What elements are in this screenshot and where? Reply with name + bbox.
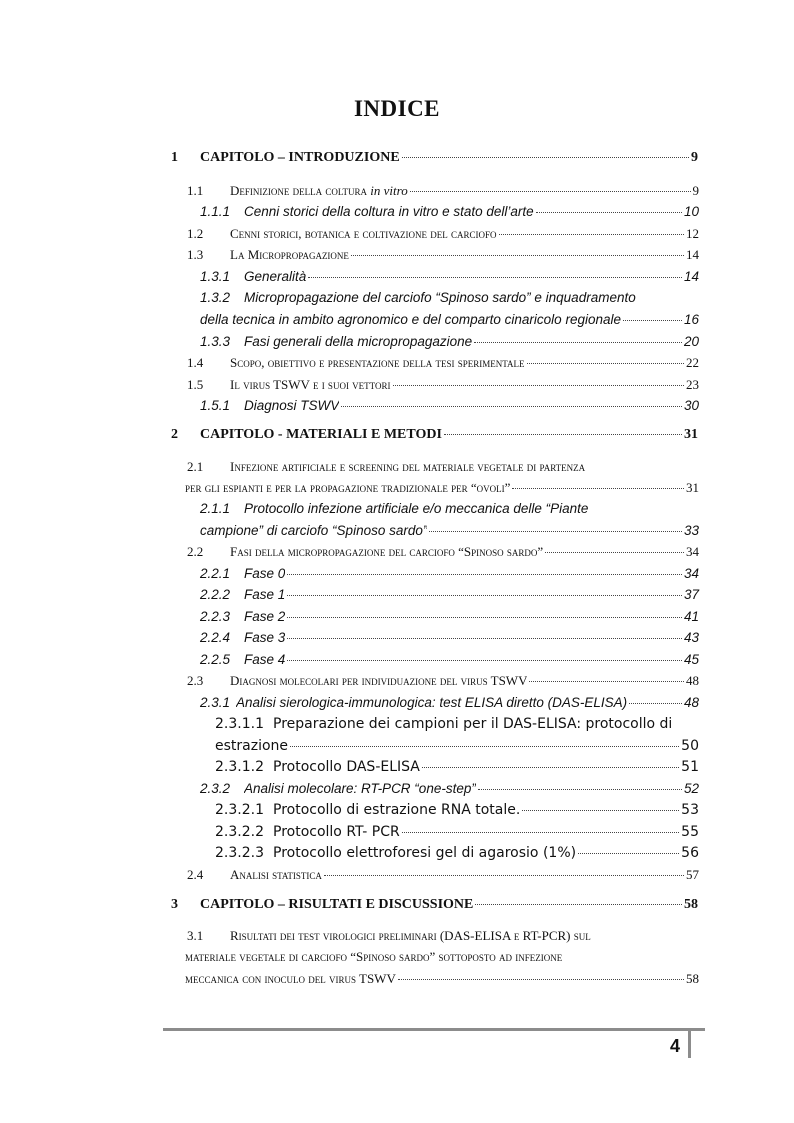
toc-entry-1-3-1[interactable] (200, 269, 699, 284)
toc-page: 37 (683, 587, 699, 602)
dot-leader (398, 978, 684, 980)
toc-entry-2-3-2[interactable] (200, 781, 699, 796)
toc-number: 2.3.1 (200, 695, 231, 710)
toc-title: Definizione della coltura in vitro (230, 183, 408, 198)
toc-number: 3 (171, 897, 178, 912)
dot-leader (290, 745, 679, 747)
toc-title: Protocollo DAS-ELISA (273, 759, 420, 775)
toc-page: 34 (686, 544, 699, 559)
toc-title-cont: estrazione (215, 738, 289, 754)
toc-page: 31 (686, 480, 699, 495)
toc-page: 20 (683, 334, 699, 349)
dot-leader (474, 341, 682, 343)
dot-leader (429, 530, 682, 532)
toc-entry-2-1-line1[interactable] (187, 459, 585, 475)
dot-leader (351, 254, 684, 256)
toc-entry-2-3-2-3[interactable] (215, 845, 699, 861)
toc-number: 2.2.4 (200, 630, 231, 645)
toc-entry-2-3-1-2[interactable] (215, 759, 699, 775)
toc-entry-3-1-line1[interactable] (187, 928, 591, 944)
toc-entry-chapter-3[interactable] (171, 897, 698, 913)
dot-leader (475, 903, 682, 905)
toc-title: Protocollo di estrazione RNA totale. (273, 802, 521, 818)
toc-entry-3-1[interactable] (185, 971, 699, 987)
toc-page: 48 (686, 673, 699, 688)
dot-leader (478, 788, 682, 790)
dot-leader (629, 702, 682, 704)
dot-leader (393, 384, 684, 386)
page-number: 4 (670, 1036, 681, 1056)
toc-number: 2.4 (187, 867, 204, 882)
toc-entry-2-3-1-1-line1[interactable] (215, 716, 672, 732)
dot-leader (545, 551, 684, 553)
dot-leader (527, 362, 684, 364)
toc-title: Fasi generali della micropropagazione (244, 334, 473, 349)
footer-page-bar (688, 1028, 691, 1058)
toc-title: Analisi sierologica-immunologica: test ELISA diretto (DAS-ELISA) (236, 695, 628, 710)
toc-page: 55 (681, 824, 699, 840)
toc-page: 34 (683, 566, 699, 581)
dot-leader (512, 487, 684, 489)
dot-leader (308, 276, 682, 278)
toc-number: 3.1 (187, 928, 204, 943)
toc-title-cont: della tecnica in ambito agronomico e del comparto cinaricolo regionale (200, 312, 621, 327)
toc-page: 51 (681, 759, 699, 775)
toc-page: 33 (683, 523, 699, 538)
dot-leader (341, 405, 682, 407)
page-title: INDICE (353, 96, 441, 121)
toc-number: 2.2.2 (200, 587, 231, 602)
toc-number: 2.3.2.2 (215, 824, 264, 840)
toc-number: 2.3 (187, 673, 204, 688)
toc-entry-2-2-2[interactable] (200, 587, 699, 602)
dot-leader (287, 637, 682, 639)
dot-leader (578, 852, 679, 854)
toc-entry-2-1-1-line1[interactable] (200, 501, 588, 516)
toc-title: Analisi molecolare: RT-PCR “one-step” (244, 781, 476, 796)
dot-leader (499, 233, 684, 235)
dot-leader (623, 319, 682, 321)
toc-title: Fase 2 (244, 609, 286, 624)
toc-title: Analisi statistica (230, 867, 322, 882)
toc-entry-1-3[interactable] (187, 247, 699, 263)
toc-number: 1.1 (187, 183, 204, 198)
dot-leader (287, 659, 682, 661)
toc-number: 2.3.1.1 (215, 716, 264, 732)
toc-title: Fasi della micropropagazione del carciofo “Spinoso sardo” (230, 544, 544, 559)
toc-number: 1.3.3 (200, 334, 231, 349)
toc-page: 41 (683, 609, 699, 624)
toc-entry-1-3-2-line1[interactable] (200, 290, 636, 305)
toc-title: Risultati dei test virologici preliminari (DAS-ELISA e RT-PCR) sul (230, 928, 591, 943)
dot-leader (422, 766, 679, 768)
toc-entry-chapter-2[interactable] (171, 427, 698, 443)
toc-entry-2-2-4[interactable] (200, 630, 699, 645)
toc-number: 1.3 (187, 247, 204, 262)
toc-number: 2.1 (187, 459, 204, 474)
toc-page: 57 (686, 867, 699, 882)
toc-page: 12 (686, 226, 699, 241)
toc-number: 2.3.2.3 (215, 845, 264, 861)
toc-title: Protocollo elettroforesi gel di agarosio (1%) (273, 845, 577, 861)
toc-entry-chapter-1[interactable] (171, 150, 698, 166)
toc-entry-3-1-line2 (185, 949, 562, 965)
toc-page: 31 (684, 427, 698, 442)
toc-number: 1.1.1 (200, 204, 231, 219)
dot-leader (402, 156, 689, 158)
toc-title: Fase 1 (244, 587, 286, 602)
toc-page: 58 (686, 971, 699, 986)
dot-leader (410, 190, 691, 192)
toc-title: Cenni storici, botanica e coltivazione del carciofo (230, 226, 497, 241)
toc-number: 1 (171, 150, 178, 165)
toc-number: 2.2.1 (200, 566, 231, 581)
toc-page: 50 (681, 738, 699, 754)
toc-title-cont: materiale vegetale di carciofo “Spinoso sardo” sottoposto ad infezione (185, 949, 563, 964)
toc-entry-2-3-2-1[interactable] (215, 802, 699, 818)
toc-page: 9 (692, 183, 699, 198)
toc-entry-2-3-2-2[interactable] (215, 824, 699, 840)
dot-leader (444, 433, 682, 435)
toc-entry-2-1[interactable] (185, 480, 699, 496)
toc-title: Fase 4 (244, 652, 286, 667)
toc-title: Protocollo RT- PCR (273, 824, 400, 840)
toc-number: 1.3.1 (200, 269, 231, 284)
toc-title-cont: meccanica con inoculo del virus TSWV (185, 971, 396, 986)
toc-entry-1-4[interactable] (187, 355, 699, 371)
toc-number: 2.3.2 (200, 781, 231, 796)
toc-entry-1-5[interactable] (187, 377, 699, 393)
toc-page: 45 (683, 652, 699, 667)
toc-page: 30 (683, 398, 699, 413)
toc-title: Preparazione dei campioni per il DAS-ELISA: protocollo di (273, 716, 673, 732)
toc-page: 43 (683, 630, 699, 645)
toc-number: 1.5.1 (200, 398, 231, 413)
toc-number: 2.3.1.2 (215, 759, 264, 775)
toc-number: 2.2 (187, 544, 204, 559)
toc-number: 1.5 (187, 377, 204, 392)
dot-leader (287, 573, 682, 575)
toc-title: Protocollo infezione artificiale e/o meccanica delle “Piante (244, 501, 589, 516)
toc-title: La Micropropagazione (230, 247, 349, 262)
toc-page: 48 (683, 695, 699, 710)
toc-title: Diagnosi molecolari per individuazione del virus TSWV (230, 673, 528, 688)
toc-title: CAPITOLO - MATERIALI E METODI (200, 427, 442, 442)
toc-page: 10 (683, 204, 699, 219)
dot-leader (529, 680, 684, 682)
toc-entry-1-2[interactable] (187, 226, 699, 242)
toc-page: 14 (686, 247, 699, 262)
toc-title: Fase 3 (244, 630, 286, 645)
dot-leader (402, 831, 679, 833)
toc-entry-1-3-2[interactable] (200, 312, 699, 327)
toc-entry-1-5-1[interactable] (200, 398, 699, 413)
toc-number: 2.2.5 (200, 652, 231, 667)
toc-entry-1-3-3[interactable] (200, 334, 699, 349)
toc-title: Micropropagazione del carciofo “Spinoso sardo” e inquadramento (244, 290, 636, 305)
toc-page: 22 (686, 355, 699, 370)
toc-number: 1.4 (187, 355, 204, 370)
toc-page: 58 (684, 897, 698, 912)
toc-entry-2-1-1[interactable] (200, 523, 699, 538)
toc-title: Diagnosi TSWV (244, 398, 340, 413)
dot-leader (536, 211, 682, 213)
toc-entry-2-4[interactable] (187, 867, 699, 883)
toc-title-cont: campione” di carciofo “Spinoso sardo” (200, 523, 428, 538)
toc-page: 52 (683, 781, 699, 796)
toc-entry-1-1[interactable] (187, 183, 699, 199)
toc-entry-2-2-1[interactable] (200, 566, 699, 581)
toc-title: Il virus TSWV e i suoi vettori (230, 377, 391, 392)
dot-leader (324, 874, 684, 876)
toc-title: Scopo, obiettivo e presentazione della tesi sperimentale (230, 355, 525, 370)
toc-number: 2.1.1 (200, 501, 231, 516)
toc-entry-2-3-1-1[interactable] (215, 738, 699, 754)
toc-number: 2.3.2.1 (215, 802, 264, 818)
toc-title-cont: per gli espianti e per la propagazione tradizionale per “ovoli” (185, 480, 511, 495)
toc-entry-2-2-5[interactable] (200, 652, 699, 667)
footer-rule (163, 1028, 705, 1031)
dot-leader (287, 616, 682, 618)
toc-number: 1.2 (187, 226, 204, 241)
toc-number: 2.2.3 (200, 609, 231, 624)
toc-page: 56 (681, 845, 699, 861)
toc-title: Generalità (244, 269, 307, 284)
toc-page: 23 (686, 377, 699, 392)
toc-entry-1-1-1[interactable] (200, 204, 699, 219)
toc-entry-2-2-3[interactable] (200, 609, 699, 624)
toc-page: 16 (683, 312, 699, 327)
dot-leader (287, 594, 682, 596)
toc-title: Fase 0 (244, 566, 286, 581)
toc-entry-2-2[interactable] (187, 544, 699, 560)
toc-page: 53 (681, 802, 699, 818)
toc-title: CAPITOLO – INTRODUZIONE (200, 150, 400, 165)
toc-title: Cenni storici della coltura in vitro e stato dell’arte (244, 204, 534, 219)
toc-entry-2-3[interactable] (187, 673, 699, 689)
toc-number: 2 (171, 427, 178, 442)
toc-title: CAPITOLO – RISULTATI E DISCUSSIONE (200, 897, 474, 912)
toc-page: 9 (691, 150, 698, 165)
toc-entry-2-3-1[interactable] (200, 695, 699, 710)
toc-number: 1.3.2 (200, 290, 231, 305)
toc-page: 14 (683, 269, 699, 284)
dot-leader (522, 809, 679, 811)
toc-title: Infezione artificiale e screening del materiale vegetale di partenza (230, 459, 586, 474)
